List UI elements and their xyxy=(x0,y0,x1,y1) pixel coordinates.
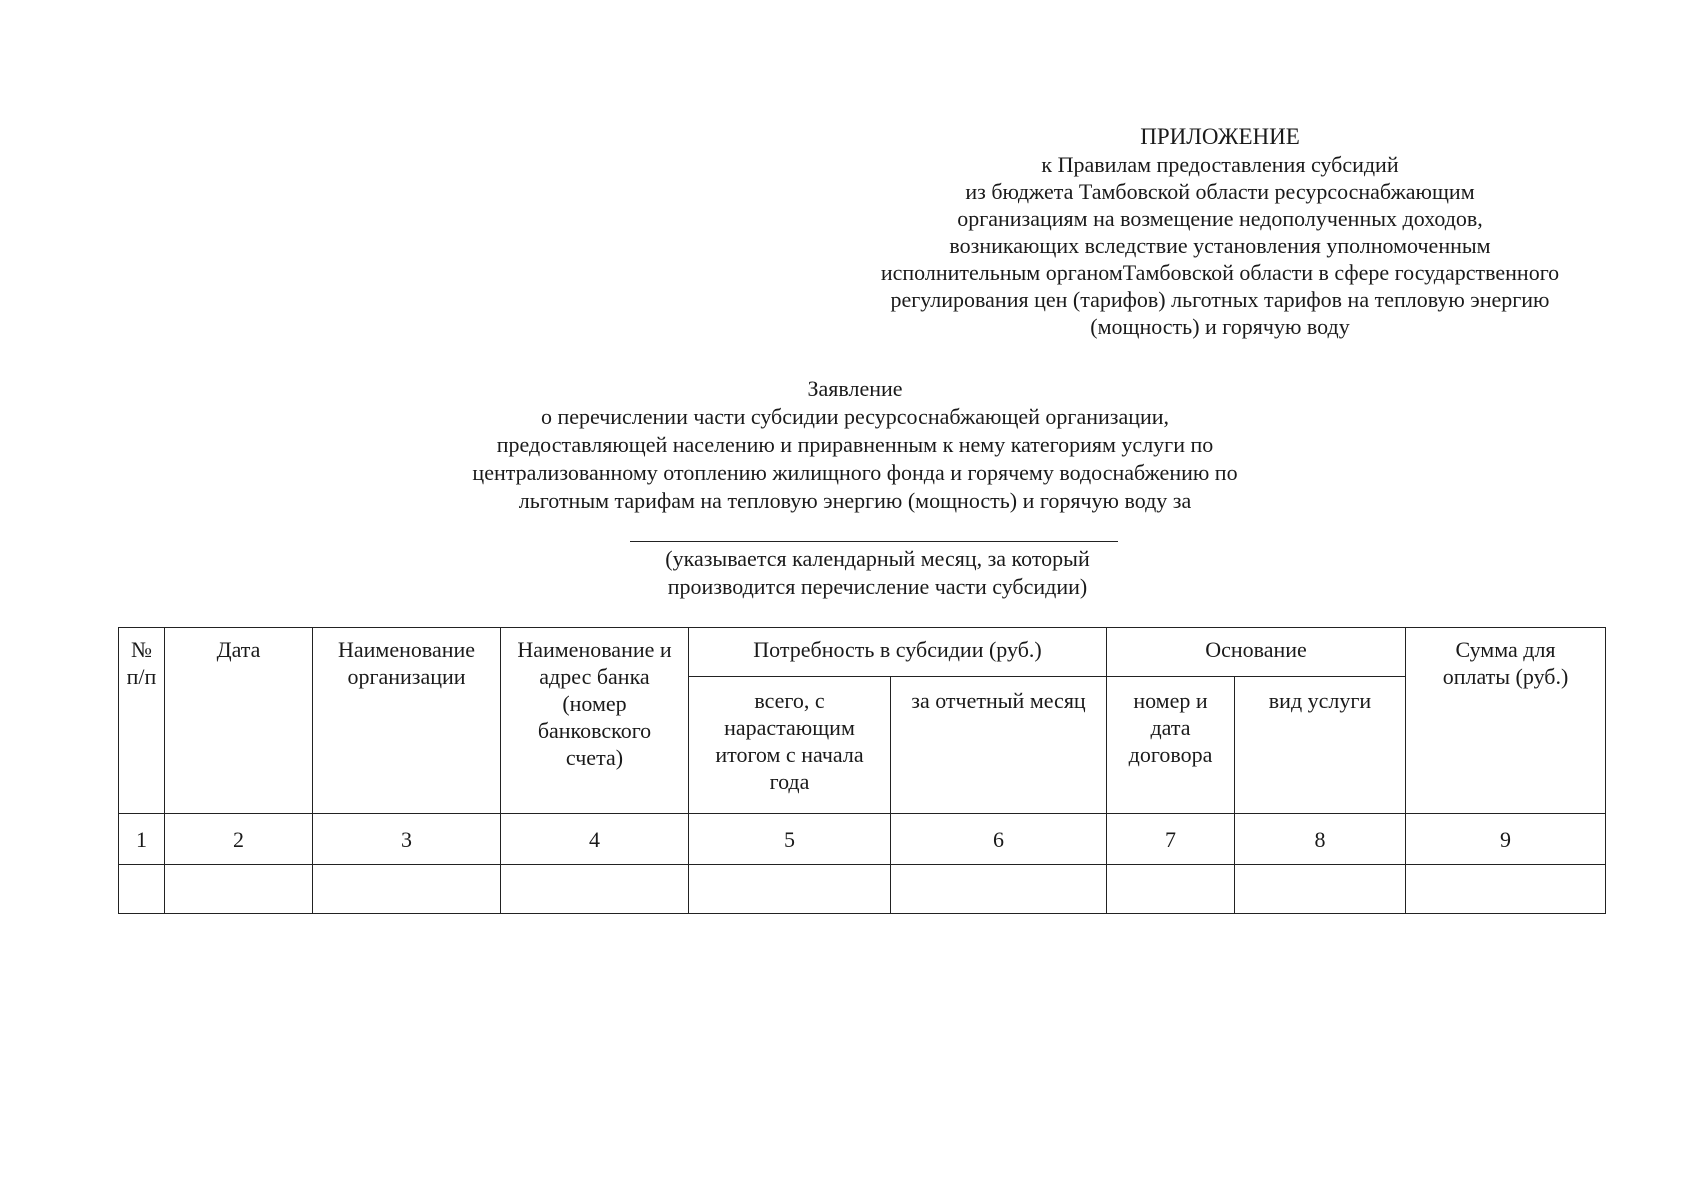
statement-heading xyxy=(360,375,1350,515)
blank-cell[interactable] xyxy=(1235,865,1406,914)
blank-cell[interactable] xyxy=(891,865,1107,914)
statement-line: льготным тарифам на тепловую энергию (мощность) и горячую воду за xyxy=(518,488,1192,513)
header-need-month: за отчетный месяц xyxy=(891,677,1107,814)
statement-line: о перечислении части субсидии ресурсоснабжающей организации, xyxy=(540,404,1170,429)
annex-line: (мощность) и горячую воду xyxy=(1090,314,1350,339)
header-sum xyxy=(1406,628,1606,814)
month-hint-line: производится перечисление части субсидии) xyxy=(667,574,1088,599)
header-bank xyxy=(501,628,689,814)
header-bank-line: адрес банка xyxy=(539,664,650,689)
header-bank-line: счета) xyxy=(565,745,624,770)
header-need-total xyxy=(689,677,891,814)
header-bank-line: Наименование и xyxy=(517,637,672,662)
header-sum-line: Сумма для xyxy=(1455,637,1556,662)
header-organization-line: Наименование xyxy=(337,637,476,662)
header-basis-contract xyxy=(1107,677,1235,814)
header-organization xyxy=(313,628,501,814)
header-number-line: п/п xyxy=(126,664,157,689)
header-need-total-line: года xyxy=(769,769,810,794)
annex-line: исполнительным органомТамбовской области в сфере государственного xyxy=(880,260,1560,285)
annex-line: регулирования цен (тарифов) льготных тарифов на тепловую энергию xyxy=(890,287,1550,312)
header-basis-contract-line: номер и xyxy=(1133,688,1208,713)
blank-cell[interactable] xyxy=(501,865,689,914)
table-row xyxy=(119,865,1606,914)
annex-header xyxy=(820,123,1620,340)
blank-cell[interactable] xyxy=(165,865,313,914)
blank-cell[interactable] xyxy=(689,865,891,914)
header-basis-contract-line: дата xyxy=(1150,715,1191,740)
month-hint-line: (указывается календарный месяц, за который xyxy=(665,546,1090,571)
header-number-line: № xyxy=(131,637,152,662)
statement-line: централизованному отоплению жилищного фонда и горячему водоснабжению по xyxy=(472,460,1238,485)
header-organization-line: организации xyxy=(347,664,466,689)
header-bank-line: (номер xyxy=(562,691,627,716)
month-blank-line[interactable] xyxy=(630,541,1118,542)
month-hint xyxy=(600,545,1155,601)
annex-title: ПРИЛОЖЕНИЕ xyxy=(1140,124,1300,149)
statement-line: предоставляющей населению и приравненным к нему категориям услуги по xyxy=(496,432,1214,457)
header-need-total-line: всего, с xyxy=(754,688,825,713)
header-basis-service: вид услуги xyxy=(1235,677,1406,814)
header-row xyxy=(119,628,1606,677)
blank-cell[interactable] xyxy=(1406,865,1606,914)
header-date: Дата xyxy=(165,628,313,814)
column-number: 5 xyxy=(689,814,891,865)
blank-cell[interactable] xyxy=(1107,865,1235,914)
column-number: 9 xyxy=(1406,814,1606,865)
header-need-total-line: итогом с начала xyxy=(715,742,864,767)
header-basis-group: Основание xyxy=(1107,628,1406,677)
annex-line: к Правилам предоставления субсидий xyxy=(1041,152,1399,177)
header-sum-line: оплаты (руб.) xyxy=(1442,664,1569,689)
header-need-total-line: нарастающим xyxy=(724,715,855,740)
blank-cell[interactable] xyxy=(119,865,165,914)
blank-cell[interactable] xyxy=(313,865,501,914)
annex-line: из бюджета Тамбовской области ресурсоснабжающим xyxy=(965,179,1475,204)
column-number: 1 xyxy=(119,814,165,865)
annex-line: возникающих вследствие установления уполномоченным xyxy=(949,233,1491,258)
column-number: 4 xyxy=(501,814,689,865)
column-number: 3 xyxy=(313,814,501,865)
column-number: 6 xyxy=(891,814,1107,865)
column-number: 7 xyxy=(1107,814,1235,865)
subsidy-table xyxy=(118,627,1606,914)
header-basis-contract-line: договора xyxy=(1128,742,1213,767)
header-need-group: Потребность в субсидии (руб.) xyxy=(689,628,1107,677)
annex-line: организациям на возмещение недополученных доходов, xyxy=(957,206,1483,231)
column-number-row xyxy=(119,814,1606,865)
statement-title: Заявление xyxy=(807,376,903,401)
header-number xyxy=(119,628,165,814)
column-number: 8 xyxy=(1235,814,1406,865)
column-number: 2 xyxy=(165,814,313,865)
header-bank-line: банковского xyxy=(537,718,652,743)
